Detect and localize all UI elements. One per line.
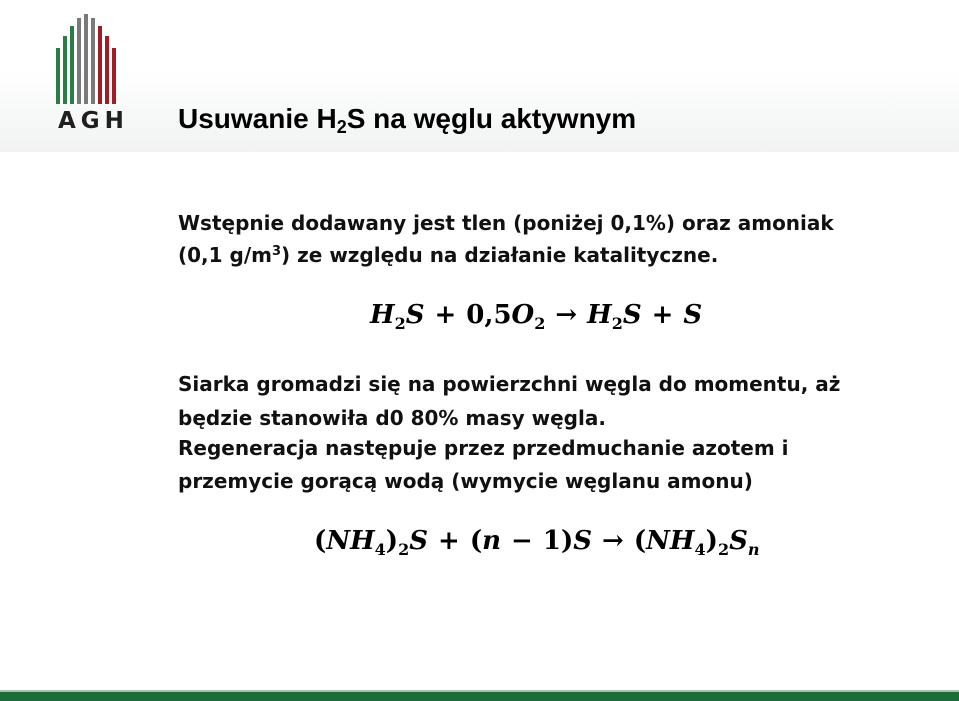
body-line-3: Regeneracja następuje przez przedmuchanie azotem i — [178, 436, 789, 460]
reaction-arrow-icon: → — [602, 526, 624, 556]
footer-bar — [0, 692, 959, 701]
body-line-4: przemycie gorącą wodą (wymycie węglanu amonu) — [178, 469, 753, 493]
logo-wordmark: AGH — [58, 108, 129, 134]
intro-line-1: Wstępnie dodawany jest tlen (poniżej 0,1%) oraz amoniak — [178, 211, 834, 235]
body-line-1: Siarka gromadzi się na powierzchni węgla do momentu, aż — [178, 372, 841, 396]
reaction-arrow-icon: → — [555, 300, 578, 330]
intro-line-2: (0,1 $g/m^3$) ze względu na działanie katalityczne. — [178, 243, 719, 267]
body-line-2: będzie stanowiła d0 80% masy węgla. — [178, 406, 606, 430]
equation-1: $H_2S + 0,5O_2 \to H_2S + S$ — [370, 300, 703, 333]
equation-2: $(NH_4)_2S + (n - 1)S \to (NH_4)_2S_n$ — [314, 526, 760, 559]
page-title: Usuwanie $H_2S$ na węglu aktywnym — [178, 103, 637, 137]
